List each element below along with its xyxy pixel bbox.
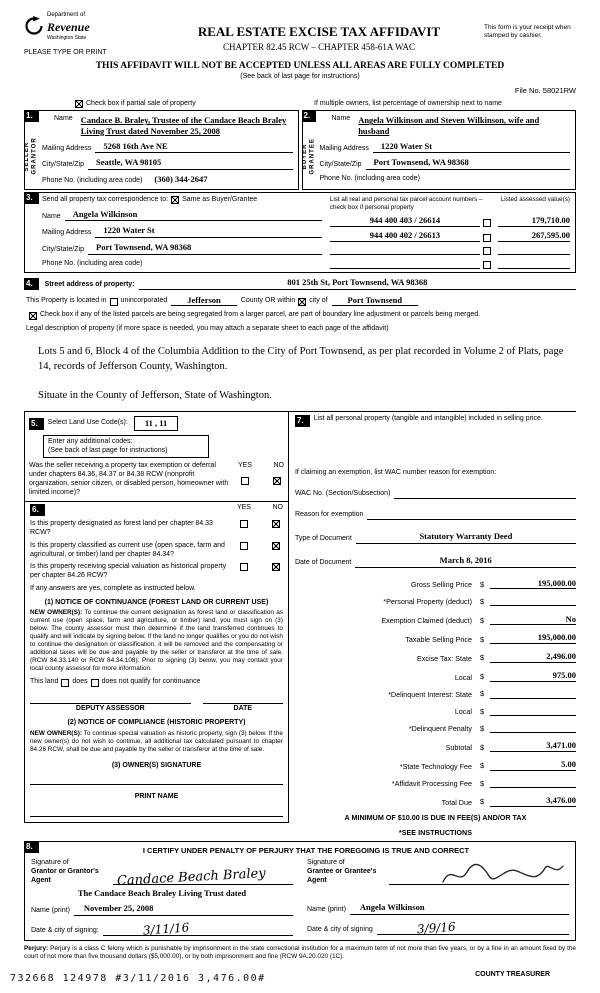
date-of-document-value: March 8, 2016 (439, 554, 492, 565)
notice-continuance-text: NEW OWNER(S): To continue the current designation as forest land or classification as current use (open space, farm and agriculture, or timber) land, you must sign on (3) below. The county assessor must then determine if the land transferred continues to qualify and will indicate by signing below. If the land no longer qualifies or you do not wish to continue the designation or classification, it will be removed and the compensating or additional taxes will be due and payable by the seller or transferor at the time of sale. (RCW 84.33.140 or RCW 84.34.108). Prior to signing (3) below, you may contact your local county assessor for more information. (30, 609, 283, 673)
grantor-name-print-field[interactable] (74, 903, 293, 916)
wac-number-field[interactable] (394, 489, 576, 499)
additional-codes-label[interactable]: Enter any additional codes: (48, 437, 133, 445)
buyer-grantee-side-label: BUYER GRANTEE (301, 138, 315, 175)
seller-name-value[interactable]: Candace B. Braley, Trustee of the Candace Beach Braley Living Trust dated November 25, 2008 (80, 115, 287, 136)
correspondence-left (42, 196, 322, 269)
wac-number-label: WAC No. (Section/Subsection) (294, 490, 391, 498)
buyer-section (302, 110, 577, 190)
seller-phone-value: (360) 344-2647 (154, 174, 208, 184)
fee-value[interactable]: 195,000.00 (490, 578, 576, 590)
county-treasurer-label: COUNTY TREASURER (475, 970, 550, 978)
fee-row (295, 723, 576, 733)
parcel-row (330, 230, 570, 242)
fee-row (295, 578, 576, 590)
legal-description (38, 344, 570, 404)
see-back-instructions: (See back of last page for instructions) (48, 446, 168, 454)
fee-row (295, 740, 576, 752)
no-checkbox[interactable] (272, 542, 280, 550)
seller-name-label: Name (54, 115, 73, 123)
fee-label: *Personal Property (deduct) (383, 597, 472, 607)
send-correspondence-label: Send all property tax correspondence to: (42, 195, 169, 203)
dor-logo (24, 12, 154, 41)
trust-name-line: The Candace Beach Braley Living Trust dated (77, 888, 247, 899)
fee-value[interactable] (490, 706, 576, 716)
unincorporated-checkbox[interactable] (110, 298, 118, 306)
segregated-label: Check box if any of the listed parcels are being segregated from a larger parcel, are part of boundary line adjustment or parcels being merged. (40, 311, 481, 319)
grantee-spacer-line (307, 888, 569, 898)
question-text: Is this property designated as forest land per chapter 84.33 RCW? (30, 520, 213, 537)
designation-question-row (30, 520, 283, 538)
parcel-header: List all real and personal tax parcel account numbers – check box if personal property (329, 195, 483, 211)
seller-mailing-label: Mailing Address (42, 144, 92, 152)
please-type-or-print: PLEASE TYPE OR PRINT (24, 48, 107, 56)
perjury-lead: Perjury: (24, 944, 49, 952)
seller-phone-field[interactable] (146, 174, 292, 186)
no-header: NO (272, 504, 283, 512)
header-center (154, 12, 484, 54)
type-of-document-label: Type of Document (294, 535, 352, 543)
deputy-assessor-signature-line[interactable] (30, 703, 191, 704)
located-in-label: This Property is located in (26, 297, 107, 305)
dollar-sign: $ (480, 761, 485, 771)
seller-section (24, 110, 299, 190)
grantor-signature-field[interactable] (113, 863, 293, 890)
dollar-sign: $ (480, 797, 485, 807)
file-number: File No. 58021RW (514, 86, 576, 96)
grantor-signature: Candace Beach Braley (116, 866, 267, 890)
perjury-notice: Perjury: Perjury is a class C felony which is punishable by imprisonment in the state correctional institution for a maximum term of not more than five years, or by a fine in an amount fixed by the court of not more than five thousand dollars ($5,000.00), or by both imprisonment and fine (RCW 9A.20.020 (1C). (24, 944, 576, 960)
warning-line: THIS AFFIDAVIT WILL NOT BE ACCEPTED UNLESS ALL AREAS ARE FULLY COMPLETED (95, 60, 505, 71)
new-owners-lead: NEW OWNER(S): (30, 729, 82, 737)
yes-header: YES (237, 462, 252, 470)
personal-property-checkbox[interactable] (483, 219, 491, 227)
corr-mailing-label: Mailing Address (42, 229, 92, 237)
parcel-list (330, 196, 570, 269)
dollar-sign: $ (480, 634, 485, 644)
designation-question-row (30, 563, 283, 581)
assessed-value: 267,595.00 (498, 230, 570, 242)
corr-mailing-field[interactable] (95, 225, 321, 238)
buyer-phone-label: Phone No. (including area code) (319, 175, 420, 183)
cashier-receipt-stamp: 732668 124978 #3/11/2016 3,476.00# (10, 972, 266, 984)
fee-table (295, 578, 576, 807)
parcel-row (330, 245, 570, 255)
corr-name-label: Name (42, 212, 61, 220)
logo-department-of: Department of (47, 12, 86, 18)
county-value[interactable]: Jefferson (171, 295, 237, 307)
city-value[interactable]: Port Townsend (332, 295, 419, 307)
exemption-no-checkbox[interactable] (273, 477, 281, 485)
street-address-field[interactable] (139, 277, 576, 290)
partial-sale-label: Check box if partial sale of property (86, 99, 196, 107)
corr-name-field[interactable] (65, 209, 322, 222)
owners-signature-line[interactable] (30, 784, 283, 785)
dollar-sign: $ (480, 778, 485, 788)
land-use-code-value[interactable]: 11 , 11 (134, 416, 178, 431)
fee-label: *State Technology Fee (399, 761, 472, 771)
fee-row (295, 614, 576, 626)
date-of-document-field[interactable] (355, 555, 576, 568)
certify-statement: I CERTIFY UNDER PENALTY OF PERJURY THAT THE FOREGOING IS TRUE AND CORRECT (142, 845, 470, 855)
minimum-fee-note: A MINIMUM OF $10.00 IS DUE IN FEE(S) AND/OR TAX (344, 812, 527, 822)
question-text: Is this property classified as current use (open space, farm and agricultural, or timber) land per chapter 84.34? (30, 541, 225, 558)
street-address-value: 801 25th St, Port Townsend, WA 98368 (287, 276, 428, 287)
dollar-sign: $ (480, 653, 485, 663)
fee-value[interactable]: 2,496.00 (490, 651, 576, 663)
corr-phone-label: Phone No. (including area code) (42, 260, 143, 267)
designation-question-row (30, 542, 283, 560)
grantor-signature-of-label: Signature of (31, 859, 69, 867)
fee-row (295, 689, 576, 699)
logo-washington-state: Washington State (47, 34, 87, 41)
land-use-label: Select Land Use Code(s): (47, 419, 128, 427)
corr-city-value: Port Townsend, WA 98368 (96, 242, 192, 252)
partial-sale-line (24, 100, 576, 109)
buyer-city-field[interactable] (366, 157, 570, 170)
grantee-date-handwritten: 3/9/16 (416, 919, 456, 937)
legal-description-text: Lots 5 and 6, Block 4 of the Columbia Addition to the City of Port Townsend, as per plat recorded in Volume 2 of Plats, page 14, records of Jefferson County, Washington. (38, 345, 564, 372)
same-as-buyer-checkbox[interactable] (171, 196, 179, 204)
section-5-tab: 5. (29, 418, 44, 430)
yes-checkbox[interactable] (240, 542, 248, 550)
section-1-tab: 1. (24, 110, 39, 122)
exemption-yes-checkbox[interactable] (241, 477, 249, 485)
yes-checkbox[interactable] (240, 563, 248, 571)
fee-label: Total Due (441, 797, 472, 807)
revenue-swirl-icon (24, 16, 44, 36)
form-chapter: CHAPTER 82.45 RCW – CHAPTER 458-61A WAC (223, 42, 415, 53)
dollar-sign: $ (480, 579, 485, 589)
fee-label: Local (454, 706, 472, 716)
dollar-sign: $ (480, 742, 485, 752)
deputy-assessor-label: DEPUTY ASSESSOR (75, 705, 145, 713)
fee-row (295, 670, 576, 682)
designation-questions (30, 520, 283, 581)
personal-property-checkbox[interactable] (483, 234, 491, 242)
seller-city-value: Seattle, WA 98105 (96, 157, 162, 168)
does-checkbox[interactable] (61, 679, 69, 687)
owners-signature-label: (3) OWNER(S) SIGNATURE (111, 761, 202, 769)
grantee-signature-of-label: Signature of (307, 859, 345, 867)
personal-property-checkbox[interactable] (483, 247, 491, 255)
seller-phone-label: Phone No. (including area code) (42, 177, 143, 184)
seller-mailing-field[interactable] (95, 141, 292, 154)
fee-value[interactable]: 5.00 (490, 759, 576, 771)
parcel-rows (330, 215, 570, 269)
grantee-name-print-label: Name (print) (307, 906, 346, 914)
grantee-signature-block (307, 859, 569, 936)
personal-property-checkbox[interactable] (483, 261, 491, 269)
left-column (24, 412, 289, 837)
fee-value[interactable]: 195,000.00 (490, 632, 576, 644)
section-8-certification (24, 841, 576, 941)
this-land-label: This land (30, 678, 59, 686)
seller-grantor-side-label: SELLER GRANTOR (24, 137, 38, 176)
question-text: Is this property receiving special valuation as historical property per chapter 84.26 RCW? (30, 563, 227, 580)
seller-city-field[interactable] (88, 157, 292, 170)
deputy-date-line[interactable] (203, 703, 283, 704)
seller-city-label: City/State/Zip (42, 161, 85, 169)
personal-property-label: List all personal property (tangible and intangible) included in selling price. (313, 415, 543, 423)
corr-city-field[interactable] (88, 242, 322, 255)
if-yes-note: If any answers are yes, complete as instructed below. (30, 584, 196, 592)
city-checkbox[interactable] (298, 298, 306, 306)
see-instructions-note: *SEE INSTRUCTIONS (398, 827, 473, 837)
fee-value[interactable]: 3,471.00 (490, 740, 576, 752)
section-7-tab: 7. (295, 415, 310, 427)
yes-checkbox[interactable] (240, 520, 248, 528)
fee-label: *Delinquent Penalty (408, 724, 472, 734)
see-back-note: (See back of last page for instructions) (240, 73, 360, 81)
buyer-city-label: City/State/Zip (319, 161, 362, 169)
notice-compliance-title: (2) NOTICE OF COMPLIANCE (HISTORIC PROPERTY) (67, 718, 246, 726)
fee-row (295, 706, 576, 716)
form-title: REAL ESTATE EXCISE TAX AFFIDAVIT (197, 24, 441, 39)
parcel-number[interactable]: 944 400 402 / 26613 (330, 230, 480, 242)
city-of-label: city of (309, 297, 328, 305)
grantee-agent-label: Grantee or Grantee's Agent (307, 867, 377, 884)
exemption-claim-label: If claiming an exemption, list WAC number reason for exemption: (294, 469, 497, 477)
fee-label: Local (454, 672, 472, 682)
header-left (24, 12, 154, 58)
section-6-designations (24, 502, 289, 823)
legal-description-situate: Situate in the County of Jefferson, State of Washington. (38, 390, 272, 402)
does-label: does (72, 678, 88, 686)
grantor-date-handwritten: 3/11/16 (142, 920, 190, 938)
dollar-sign: $ (480, 596, 485, 606)
dollar-sign: $ (480, 706, 485, 716)
print-name-line[interactable] (30, 816, 283, 817)
fee-row (295, 632, 576, 644)
section-3-tab: 3. (24, 192, 39, 204)
reason-exemption-field[interactable] (367, 510, 576, 520)
fee-row (295, 795, 576, 807)
fee-value[interactable]: 3,476.00 (490, 795, 576, 807)
section-5-land-use (24, 412, 289, 502)
parcel-row (330, 259, 570, 269)
section-6-tab: 6. (30, 504, 45, 516)
county-or-within-label: County OR within (240, 297, 296, 305)
yes-header: YES (236, 504, 251, 512)
dollar-sign: $ (480, 723, 485, 733)
type-of-document-value: Statutory Warranty Deed (419, 531, 513, 542)
notice-compliance-text: NEW OWNER(S): To continue special valuation as historic property, sign (3) below. If the new owner(s) do not wish to continue, all additional tax calculated pursuant to chapter 84.26 RCW, shall be due and payable by the seller or transferor at the time of sale. (30, 729, 283, 753)
fee-label: Gross Selling Price (410, 580, 472, 590)
fee-label: Excise Tax: State (417, 653, 472, 663)
notice-continuance-title: (1) NOTICE OF CONTINUANCE (FOREST LAND OR CURRENT USE) (44, 598, 269, 606)
grantee-signature (437, 862, 567, 888)
corr-name-value: Angela Wilkinson (72, 208, 138, 219)
print-name-label: PRINT NAME (134, 793, 179, 801)
grantee-date-field[interactable] (377, 919, 569, 935)
additional-codes-box (43, 435, 209, 459)
legal-description-label: Legal description of property (if more space is needed, you may attach a separate sheet to each page of the affidavit) (26, 324, 389, 332)
type-of-document-field[interactable] (356, 531, 576, 544)
continuance-qualify-line (30, 678, 283, 687)
fee-label: Taxable Selling Price (405, 634, 472, 644)
corr-phone-field[interactable] (146, 259, 321, 269)
dollar-sign: $ (480, 615, 485, 625)
grantee-name-print-value: Angela Wilkinson (359, 902, 425, 913)
no-checkbox[interactable] (272, 563, 280, 571)
fee-value[interactable] (490, 723, 576, 733)
assessed-value-header: Listed assessed value(s) (500, 195, 570, 203)
parties-row (24, 110, 576, 190)
partial-sale-checkbox[interactable] (75, 100, 83, 108)
tax-exemption-question: Was the seller receiving a property tax exemption or deferral under chapters 84.36, 84.37 or 84.38 RCW (nonprofit organization, senior citizen, or disabled person, homeowner with limited income)? (29, 462, 229, 496)
fee-row (295, 651, 576, 663)
receipt-note: This form is your receipt when stamped by cashier. (484, 24, 571, 40)
buyer-city-value: Port Townsend, WA 98368 (373, 157, 469, 168)
unincorporated-label: unincorporated (120, 297, 168, 305)
seller-mailing-value: 5268 16th Ave NE (103, 140, 168, 151)
grantee-name-print-field[interactable] (350, 902, 569, 915)
fee-row (295, 778, 576, 788)
section-4-property (24, 277, 576, 413)
fee-label: Subtotal (445, 742, 472, 752)
buyer-phone-field[interactable] (424, 174, 570, 184)
fee-value[interactable] (490, 778, 576, 788)
street-address-label: Street address of property: (44, 280, 135, 288)
grantor-name-print-label: Name (print) (31, 907, 70, 915)
dollar-sign: $ (480, 689, 485, 699)
segregated-checkbox[interactable] (29, 312, 37, 320)
no-header: NO (273, 462, 284, 470)
section-2-tab: 2. (302, 110, 317, 122)
grantor-signature-block (31, 859, 293, 936)
new-owners-lead: NEW OWNER(S): (30, 609, 83, 617)
section-4-tab: 4. (24, 278, 39, 290)
buyer-name-label: Name (331, 115, 351, 123)
grantee-date-city-label: Date & city of signing (307, 926, 373, 934)
no-checkbox[interactable] (272, 520, 280, 528)
logo-revenue: Revenue (47, 19, 90, 34)
fee-row (295, 759, 576, 771)
parcel-row (330, 215, 570, 227)
logo-text (47, 12, 90, 41)
fee-value[interactable]: No (490, 614, 576, 626)
fee-value[interactable] (490, 596, 576, 606)
fee-label: Exemption Claimed (deduct) (381, 616, 472, 626)
date-label: DATE (233, 705, 253, 713)
corr-city-label: City/State/Zip (42, 246, 85, 253)
assessed-value (498, 245, 570, 255)
buyer-mailing-value: 1220 Water St (380, 140, 433, 151)
fee-value[interactable] (490, 689, 576, 699)
buyer-name-value[interactable]: Angela Wilkinson and Steven Wilkinson, wife and husband (358, 115, 540, 136)
fee-label: *Delinquent Interest: State (388, 689, 472, 699)
corr-mailing-value: 1220 Water St (103, 225, 155, 236)
section-3-correspondence (24, 192, 576, 273)
date-of-document-label: Date of Document (294, 558, 352, 566)
fee-label: *Affidavit Processing Fee (391, 778, 472, 788)
fee-row (295, 596, 576, 606)
assessed-value (498, 259, 570, 269)
parcel-number[interactable]: 944 400 403 / 26614 (330, 215, 480, 227)
parcel-number[interactable] (330, 245, 480, 255)
does-not-checkbox[interactable] (91, 679, 99, 687)
middle-columns (24, 412, 576, 837)
fee-value[interactable]: 975.00 (490, 670, 576, 682)
section-8-tab: 8. (24, 841, 39, 853)
grantor-agent-label: Grantor or Grantor's Agent (31, 867, 99, 884)
section-7-pricing (295, 412, 576, 837)
grantee-signature-field[interactable] (389, 863, 569, 885)
dollar-sign: $ (480, 672, 485, 682)
buyer-mailing-field[interactable] (373, 141, 570, 154)
grantor-date-city-label: Date & city of signing: (31, 927, 99, 935)
buyer-mailing-label: Mailing Address (319, 144, 369, 152)
multiple-owners-note: If multiple owners, list percentage of ownership next to name (314, 99, 502, 107)
grantor-name-print-value: November 25, 2008 (83, 903, 154, 914)
assessed-value: 179,710.00 (498, 215, 570, 227)
reason-exemption-label: Reason for exemption (294, 511, 364, 519)
parcel-number[interactable] (330, 259, 480, 269)
personal-property-blank-area[interactable] (295, 427, 576, 469)
does-not-label: does not qualify for continuance (101, 678, 201, 686)
grantor-date-field[interactable] (103, 920, 293, 936)
form-header (24, 12, 576, 58)
same-as-buyer-label: Same as Buyer/Grantee (182, 195, 258, 203)
